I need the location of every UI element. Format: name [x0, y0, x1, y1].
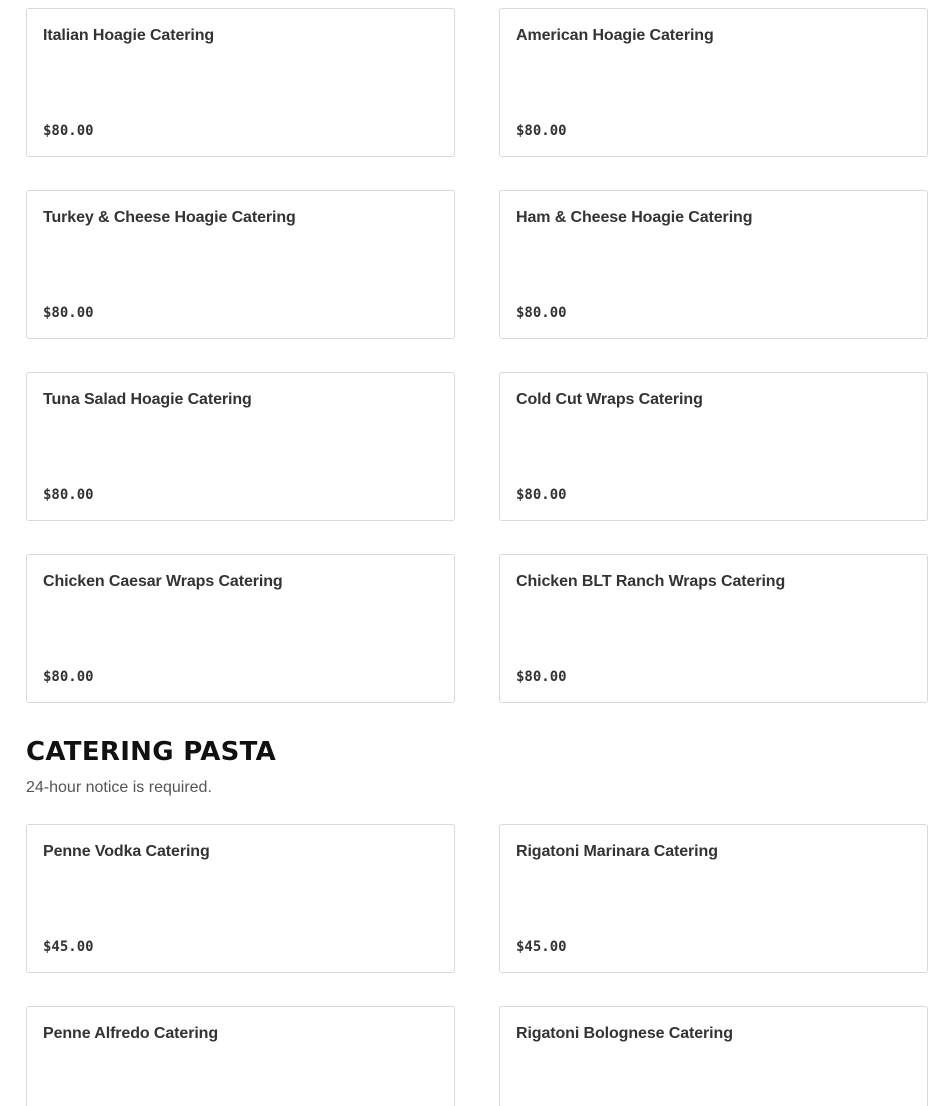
menu-item-name: Italian Hoagie Catering: [43, 27, 215, 44]
menu-item-name: Penne Alfredo Catering: [43, 1025, 219, 1042]
menu-item-name: Chicken BLT Ranch Wraps Catering: [516, 573, 786, 590]
menu-item-price: $80.00: [516, 487, 567, 503]
menu-item-card[interactable]: [499, 8, 928, 157]
menu-item-price: $45.00: [43, 939, 94, 955]
menu-item-price: $80.00: [43, 123, 94, 139]
menu-item-card[interactable]: [26, 554, 455, 703]
section-title: CATERING PASTA: [26, 737, 277, 767]
menu-item-card[interactable]: [499, 1006, 928, 1106]
sandwich-items-grid: [26, 8, 928, 703]
menu-item-card[interactable]: [499, 372, 928, 521]
menu-item-name: Turkey & Cheese Hoagie Catering: [43, 209, 296, 226]
menu-item-price: $80.00: [43, 487, 94, 503]
menu-item-card[interactable]: [26, 1006, 455, 1106]
menu-item-name: Rigatoni Bolognese Catering: [516, 1025, 733, 1042]
menu-item-price: $80.00: [43, 669, 94, 685]
menu-item-card[interactable]: [26, 824, 455, 973]
menu-item-price: $80.00: [516, 669, 567, 685]
menu-item-name: Cold Cut Wraps Catering: [516, 391, 703, 408]
menu-item-name: American Hoagie Catering: [516, 27, 714, 44]
menu-item-name: Rigatoni Marinara Catering: [516, 843, 718, 860]
menu-item-price: $45.00: [516, 939, 567, 955]
menu-item-price: $80.00: [516, 123, 567, 139]
menu-item-card[interactable]: [499, 190, 928, 339]
pasta-items-grid: [26, 824, 928, 1106]
section-note: 24-hour notice is required.: [26, 779, 212, 796]
menu-item-name: Tuna Salad Hoagie Catering: [43, 391, 252, 408]
menu-item-price: $80.00: [43, 305, 94, 321]
menu-item-name: Ham & Cheese Hoagie Catering: [516, 209, 753, 226]
menu-item-card[interactable]: [26, 190, 455, 339]
menu-item-card[interactable]: [499, 824, 928, 973]
menu-item-name: Penne Vodka Catering: [43, 843, 210, 860]
menu-item-card[interactable]: [499, 554, 928, 703]
menu-item-price: $80.00: [516, 305, 567, 321]
menu-item-card[interactable]: [26, 8, 455, 157]
menu-item-card[interactable]: [26, 372, 455, 521]
menu-item-name: Chicken Caesar Wraps Catering: [43, 573, 283, 590]
pasta-section-header: [26, 736, 926, 798]
